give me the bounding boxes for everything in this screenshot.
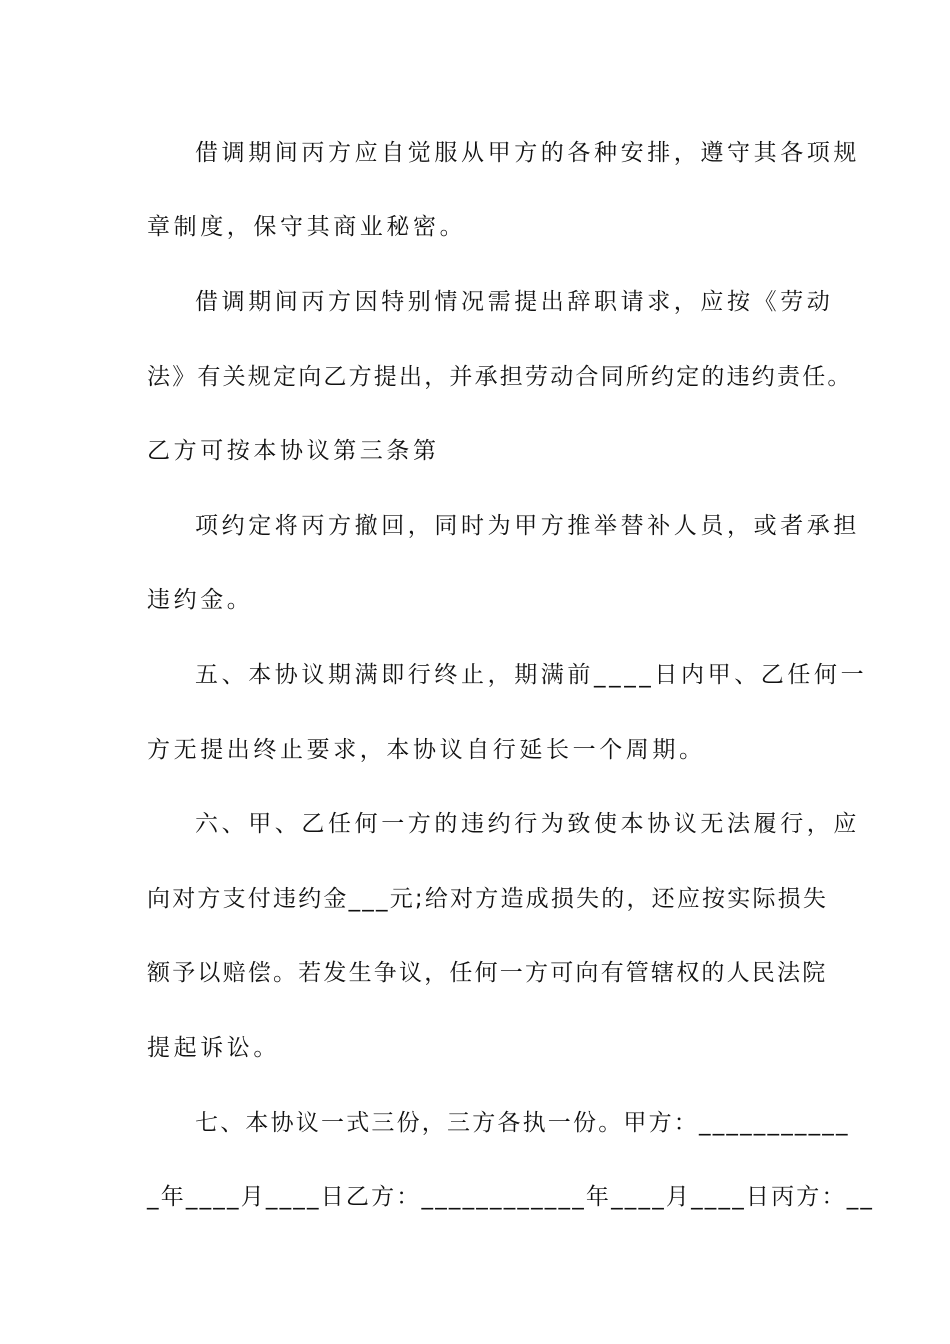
paragraph-line: 五、本协议期满即行终止，期满前____日内甲、乙任何一 bbox=[195, 662, 868, 688]
paragraph-line: 额予以赔偿。若发生争议，任何一方可向有管辖权的人民法院 bbox=[147, 960, 828, 986]
paragraph-line: 章制度，保守其商业秘密。 bbox=[147, 214, 467, 240]
paragraph-line: 方无提出终止要求，本协议自行延长一个周期。 bbox=[147, 737, 706, 763]
paragraph-line: 借调期间丙方因特别情况需提出辞职请求，应按《劳动 bbox=[195, 289, 834, 315]
paragraph-line: 违约金。 bbox=[147, 587, 254, 613]
paragraph-line: 向对方支付违约金___元;给对方造成损失的，还应按实际损失 bbox=[147, 886, 829, 912]
paragraph-line: 借调期间丙方应自觉服从甲方的各种安排，遵守其各项规 bbox=[195, 140, 860, 166]
paragraph-line: 项约定将丙方撤回，同时为甲方推举替补人员，或者承担 bbox=[195, 513, 860, 539]
paragraph-line: 提起诉讼。 bbox=[147, 1035, 280, 1061]
paragraph-line: 乙方可按本协议第三条第 bbox=[147, 438, 440, 464]
paragraph-line: 法》有关规定向乙方提出，并承担劳动合同所约定的违约责任。 bbox=[147, 364, 853, 390]
signature-line: _年____月____日乙方：____________年____月____日丙方：__ bbox=[147, 1184, 875, 1210]
signature-line: 七、本协议一式三份，三方各执一份。甲方：___________ bbox=[195, 1110, 850, 1136]
paragraph-line: 六、甲、乙任何一方的违约行为致使本协议无法履行，应 bbox=[195, 811, 860, 837]
